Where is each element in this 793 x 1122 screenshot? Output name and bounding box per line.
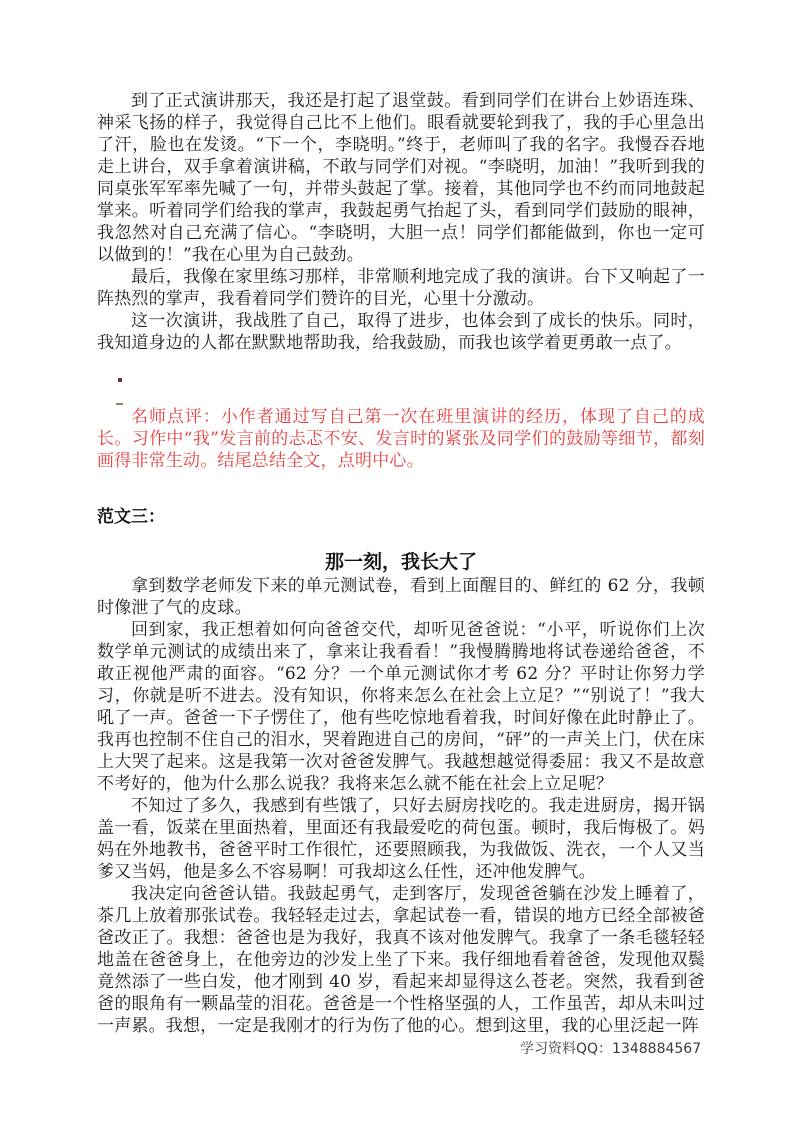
essay-title: 那一刻，我长大了 (324, 551, 477, 573)
stray-mark-dash (116, 403, 123, 405)
teacher-comment-text: 名师点评：小作者通过写自己第一次在班里演讲的经历，体现了自己的成长。习作中“我”发言前的忐忑不安、发言时的紧张及同学们的鼓励等细节，都刻画得非常生动。结尾总结全文，点明中心。 (97, 407, 705, 471)
stray-mark-dot (118, 378, 122, 382)
essay1-paragraph-3: 这一次演讲，我战胜了自己，取得了进步，也体会到了成长的快乐。同时，我知道身边的人都在默默地帮助我，给我鼓励，而我也该学着更勇敢一点了。 (97, 311, 705, 353)
essay2-paragraph-4: 我决定向爸爸认错。我鼓起勇气，走到客厅，发现爸爸躺在沙发上睡着了，茶几上放着那张试卷。我轻轻走过去，拿起试卷一看，错误的地方已经全部被爸爸改正了。我想：爸爸也是为我好，我真不该对他发脾气。我拿了一条毛毯轻轻地盖在爸爸身上，在他旁边的沙发上坐了下来。我仔细地看着爸爸，发现他双鬓竟然添了一些白发，他才刚到 40 岁，看起来却显得这么苍老。突然，我看到爸爸的眼角有一颗晶莹的泪花。爸爸是一个性格坚强的人，工作虽苦，却从未叫过一声累。我想，一定是我刚才的行为伤了他的心。想到这里，我的心里泛起一阵 (97, 884, 705, 1036)
essay2-paragraph-3: 不知过了多久，我感到有些饿了，只好去厨房找吃的。我走进厨房，揭开锅盖一看，饭菜在里面热着，里面还有我最爱吃的荷包蛋。顿时，我后悔极了。妈妈在外地教书，爸爸平时工作很忙，还要照顾我，为我做饭、洗衣，一个人又当爹又当妈，他是多么不容易啊！可我却这么任性，还冲他发脾气。 (97, 796, 705, 882)
essay2-section (97, 575, 705, 1037)
essay2-paragraph-1: 拿到数学老师发下来的单元测试卷，看到上面醒目的、鲜红的 62 分，我顿时像泄了气的皮球。 (97, 576, 705, 618)
section-heading: 范文三： (97, 507, 165, 527)
essay2-paragraph-2: 回到家，我正想着如何向爸爸交代，却听见爸爸说：“小平，听说你们上次数学单元测试的成绩出来了，拿来让我看看！”我慢腾腾地将试卷递给爸爸，不敢正视他严肃的面容。“62 分？一个单元测试你才考 62 分？平时让你努力学习，你就是听不进去。没有知识，你将来怎么在社会上立足？”“别说了！”我大吼了一声。爸爸一下子愣住了，他有些吃惊地看着我，时间好像在此时静止了。我再也控制不住自己的泪水，哭着跑进自己的房间，“砰”的一声关上门，伏在床上大哭了起来。这是我第一次对爸爸发脾气。我越想越觉得委屈：我又不是故意不考好的，他为什么那么说我？我将来怎么就不能在社会上立足呢？ (97, 620, 705, 794)
essay1-paragraph-1: 到了正式演讲那天，我还是打起了退堂鼓。看到同学们在讲台上妙语连珠、神采飞扬的样子，我觉得自己比不上他们。眼看就要轮到我了，我的手心里急出了汗，脸也在发烫。“下一个，李晓明。”终于，老师叫了我的名字。我慢吞吞地走上讲台，双手拿着演讲稿，不敢与同学们对视。“李晓明，加油！”我听到我的同桌张军军率先喊了一句，并带头鼓起了掌。接着，其他同学也不约而同地鼓起掌来。听着同学们给我的掌声，我鼓起勇气抬起了头，看到同学们鼓励的眼神，我忽然对自己充满了信心。“李晓明，大胆一点！同学们都能做到，你也一定可以做到的！”我在心里为自己鼓劲。 (97, 91, 705, 265)
teacher-comment-section (97, 406, 705, 472)
footer-watermark: 学习资料QQ：1348884567 (520, 1041, 702, 1057)
essay1-section (97, 90, 705, 354)
essay1-paragraph-2: 最后，我像在家里练习那样，非常顺利地完成了我的演讲。台下又响起了一阵热烈的掌声，我看着同学们赞许的目光，心里十分激动。 (97, 267, 705, 309)
